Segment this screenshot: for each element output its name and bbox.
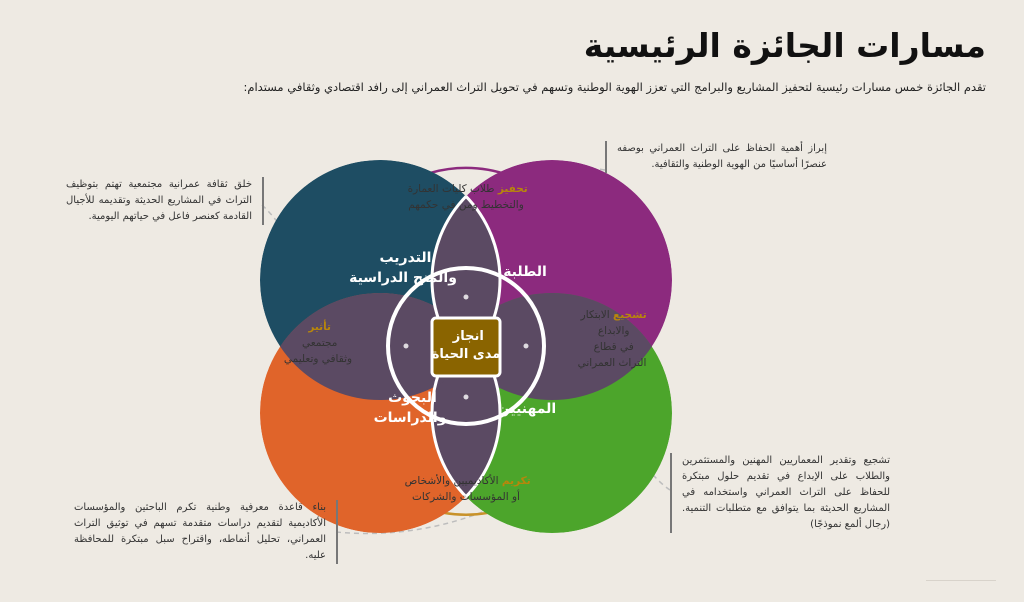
page-title: مسارات الجائزة الرئيسية: [583, 26, 986, 65]
page-subtitle: تقدم الجائزة خمس مسارات رئيسية لتحفيز المشاريع والبرامج التي تعزز الهوية الوطنية وتسهم في تحويل التراث العمراني إلى رافد اقتصادي وثقافي مستدام:: [243, 80, 986, 94]
note-bottom-right: تشجيع وتقدير المعماريين المهنين والمستثمرين والطلاب على الإبداع في تقديم حلول مبتكرة للحفاظ على التراث العمراني واستخدامه في المشاريع الحديثة بما يتوافق مع متطلبات التنمية. (رجال ألمع نموذجًا): [670, 453, 890, 533]
center-line1: انجاز: [452, 329, 484, 344]
outer-bottom-line1: الأكاديميين والأشخاص: [404, 475, 499, 487]
research-line1: البحوث: [388, 390, 437, 406]
training-line1: التدريب: [379, 250, 432, 266]
outer-left-line1: مجتمعي: [301, 337, 338, 349]
note-top-right: إبراز أهمية الحفاظ على التراث العمراني بوصفه عنصرًا أساسيًا من الهوية الوطنية والثقافية.: [605, 141, 827, 173]
footer-divider: [926, 580, 996, 581]
outer-left-line2: وثقافي وتعليمي: [283, 353, 353, 365]
outer-right-line4: التراث العمراني: [577, 357, 647, 369]
outer-right-line2: والابداع: [597, 325, 630, 337]
research-line2: والدراسات: [373, 410, 447, 426]
outer-top-line2: والتخطيط ومن في حكمهم: [408, 199, 524, 211]
petal-label-students: الطلبة: [503, 264, 547, 280]
outer-right-line1: الابتكار: [580, 309, 610, 321]
note-top-left: خلق ثقافة عمرانية مجتمعية تهتم بتوظيف التراث في المشاريع الحديثة وتقديمه للأجيال القادمة كعنصر فاعل في حياتهم اليومية.: [66, 177, 264, 225]
outer-top-keyword: تحفيز: [497, 183, 528, 195]
outer-top-line1: طلاب كليات العمارة: [407, 183, 495, 195]
outer-bottom-keyword: تكريم: [501, 475, 531, 487]
center-line2: مدى الحياة: [431, 347, 501, 362]
outer-right-line3: في قطاع: [593, 341, 634, 353]
outer-bottom-line2: أو المؤسسات والشركات: [412, 491, 520, 503]
petal-label-professionals: المهنيين: [497, 401, 557, 417]
outer-right-keyword: تشجيع: [613, 309, 647, 321]
outer-left-keyword: تأثير: [308, 321, 331, 333]
training-line2: والمنح الدراسية: [349, 270, 457, 286]
note-bottom-left: بناء قاعدة معرفية وطنية تكرم الباحثين والمؤسسات الأكاديمية لتقديم دراسات متقدمة تسهم في توثيق التراث العمراني، تحليل أنماطه، واقتراح سبل مبتكرة للمحافظة عليه.: [74, 500, 338, 564]
